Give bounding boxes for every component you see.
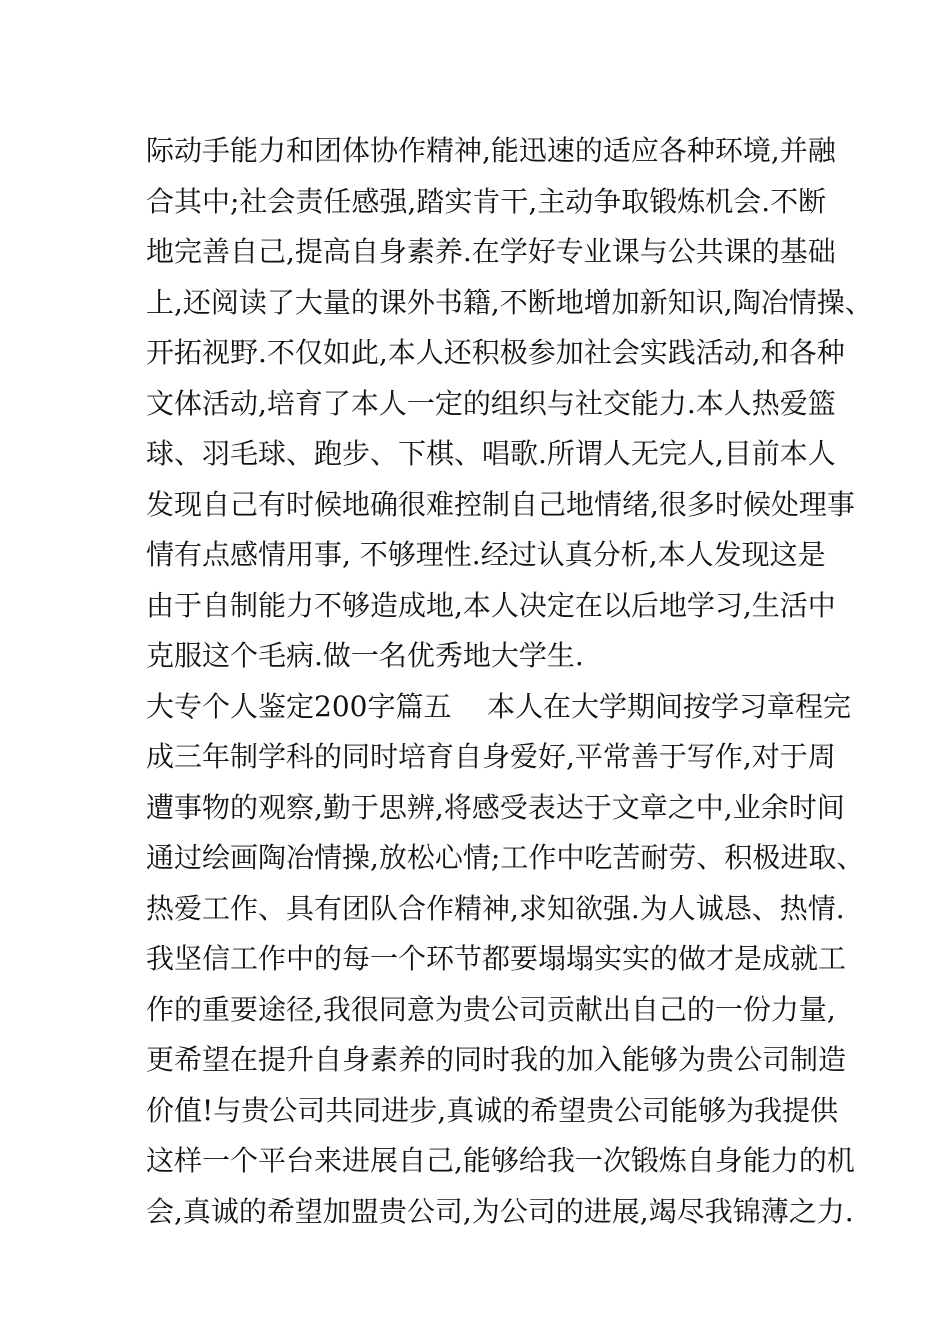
text-line: 发现自己有时候地确很难控制自己地情绪,很多时候处理事	[146, 487, 855, 521]
text-line: 会,真诚的希望加盟贵公司,为公司的进展,竭尽我锦薄之力.	[146, 1194, 854, 1228]
text-line: 情有点感情用事, 不够理性.经过认真分析,本人发现这是	[146, 538, 826, 571]
text-line: 地完善自己,提高自身素养.在学好专业课与公共课的基础	[146, 235, 836, 268]
text-line: 我坚信工作中的每一个环节都要塌塌实实的做才是成就工	[146, 942, 847, 975]
text-line: 由于自制能力不够造成地,本人决定在以后地学习,生活中	[146, 588, 836, 622]
text-line: 价值!与贵公司共同进步,真诚的希望贵公司能够为我提供	[146, 1093, 839, 1127]
text-line: 开拓视野.不仅如此,本人还积极参加社会实践活动,和各种	[146, 336, 845, 369]
text-line: 热爱工作、具有团队合作精神,求知欲强.为人诚恳、热情.	[146, 891, 845, 925]
text-line: 作的重要途径,我很同意为贵公司贡献出自己的一份力量,	[146, 992, 836, 1026]
text-line: 克服这个毛病.做一名优秀地大学生.	[146, 639, 584, 672]
text-line: 际动手能力和团体协作精神,能迅速的适应各种环境,并融	[146, 134, 836, 167]
text-line: 成三年制学科的同时培育自身爱好,平常善于写作,对于周	[146, 740, 836, 773]
text-line: 这样一个平台来进展自己,能够给我一次锻炼自身能力的机	[146, 1144, 855, 1177]
text-line: 文体活动,培育了本人一定的组织与社交能力.本人热爱篮	[146, 386, 836, 420]
text-line: 更希望在提升自身素养的同时我的加入能够为贵公司制造	[146, 1043, 847, 1076]
text-line: 合其中;社会责任感强,踏实肯干,主动争取锻炼机会.不断	[146, 184, 827, 218]
text-line: 通过绘画陶冶情操,放松心情;工作中吃苦耐劳、积极进取、	[146, 841, 865, 874]
text-line: 上,还阅读了大量的课外书籍,不断地增加新知识,陶冶情操、	[146, 285, 873, 319]
text-line: 球、羽毛球、跑步、下棋、唱歌.所谓人无完人,目前本人	[146, 437, 836, 470]
text-line: 遭事物的观察,勤于思辨,将感受表达于文章之中,业余时间	[146, 790, 845, 824]
body-text	[146, 126, 873, 1237]
section-heading-line: 大专个人鉴定200字篇五 本人在大学期间按学习章程完	[146, 689, 852, 723]
